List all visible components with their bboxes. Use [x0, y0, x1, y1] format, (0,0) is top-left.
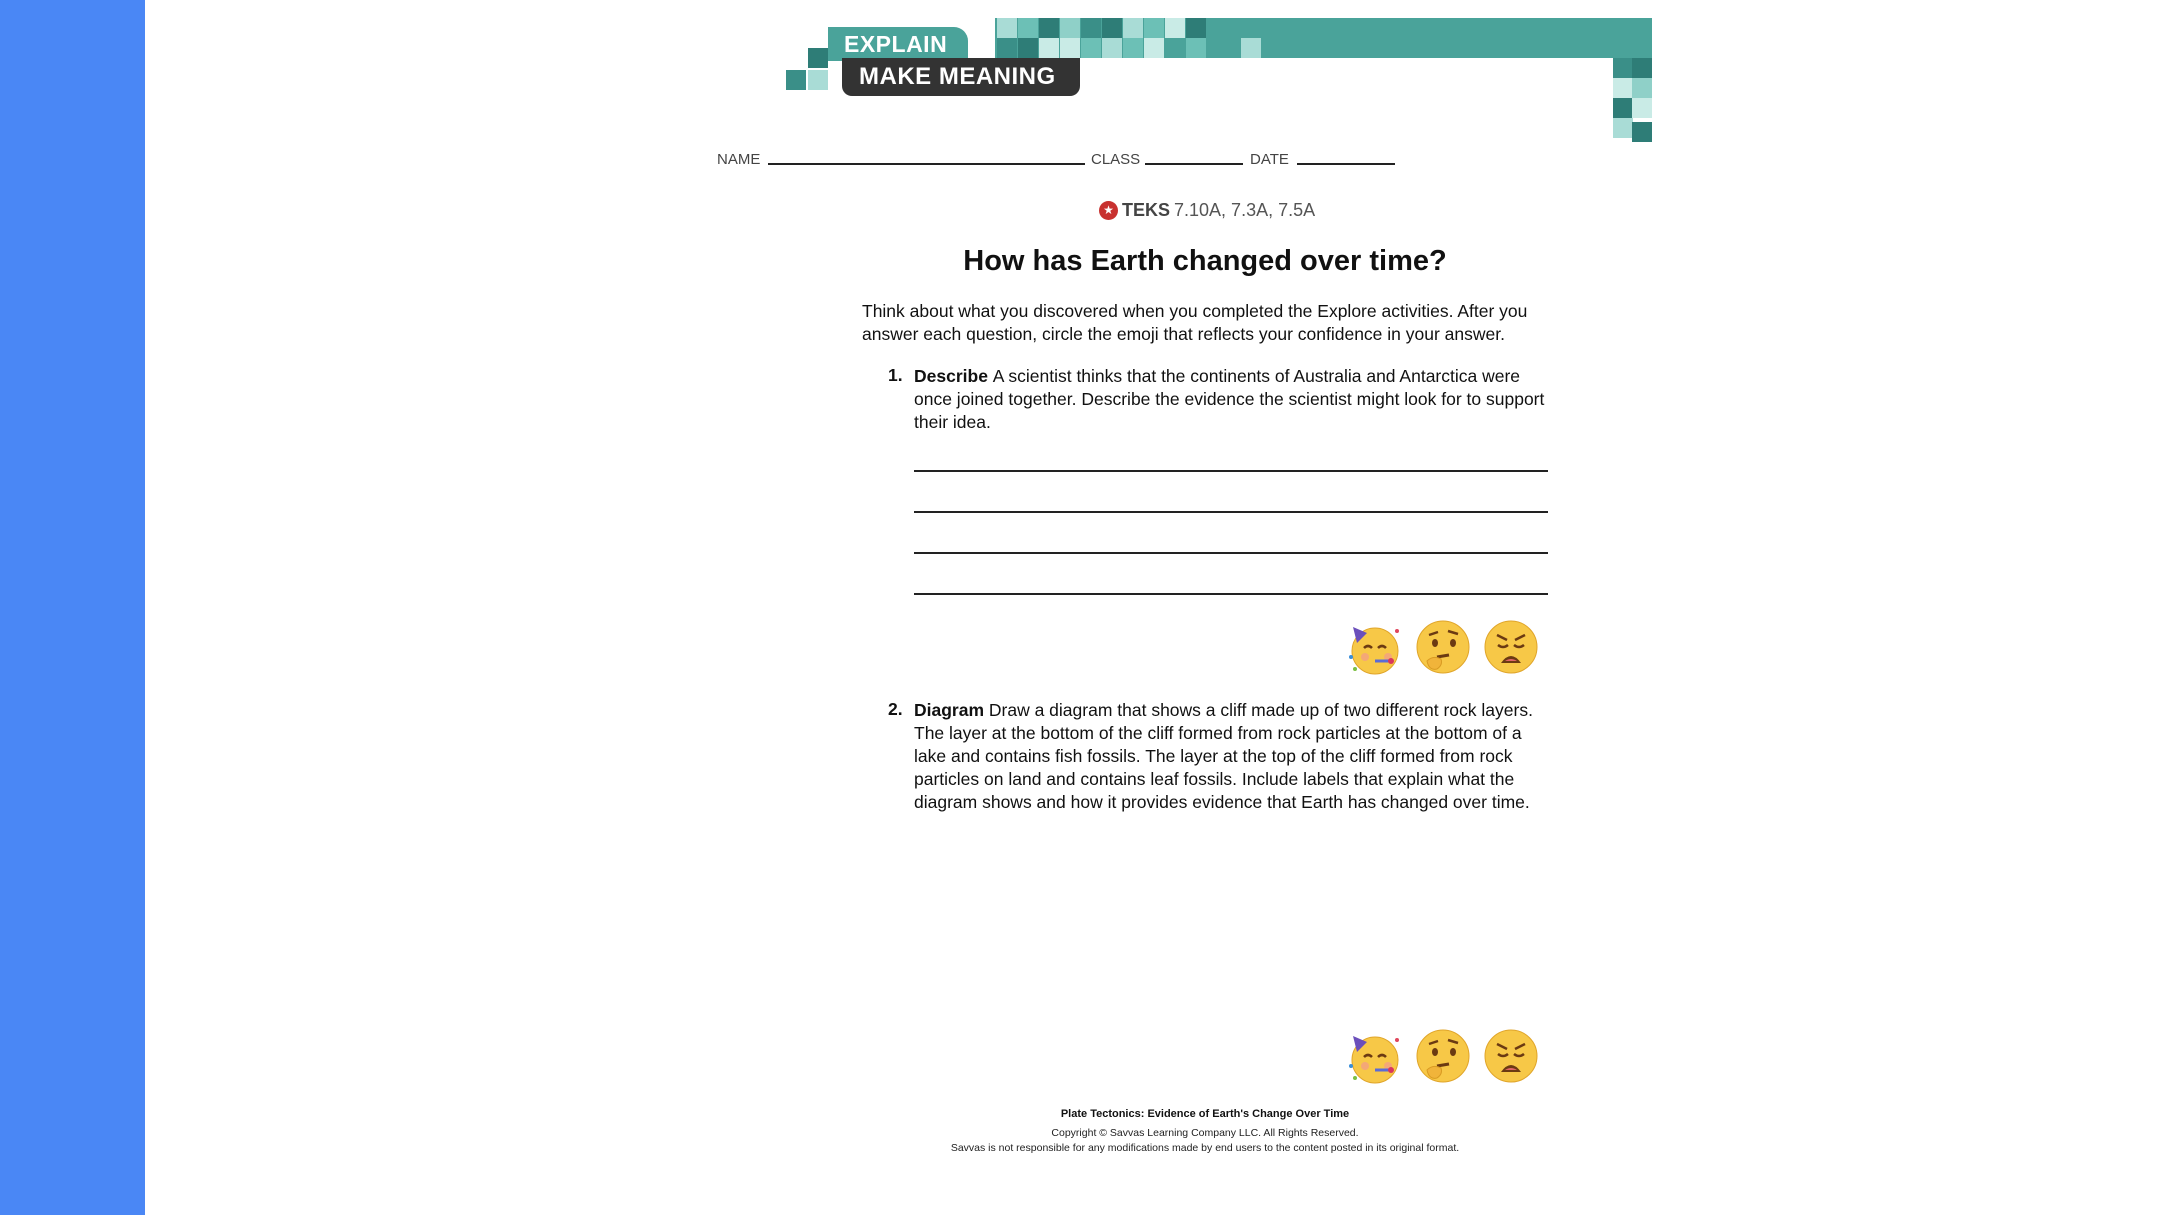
left-sidebar: [0, 0, 145, 1215]
thinking-face-icon[interactable]: [1413, 617, 1473, 677]
question-1-body: A scientist thinks that the continents of Australia and Antarctica were once joined together. Describe the evidence the scientist might look for to support their idea.: [914, 366, 1545, 432]
header-banner-cutout: [1095, 58, 1613, 98]
class-label: CLASS: [1091, 151, 1141, 168]
question-2-body: Draw a diagram that shows a cliff made up of two different rock layers. The layer at the bottom of the cliff formed from rock particles at the bottom of a lake and contains fish fossils. The layer at the top of the cliff formed from rock particles on land and contains leaf fossils. Include labels that explain what the diagram shows and how it provides evidence that Earth has changed over time.: [914, 700, 1533, 812]
thinking-face-icon[interactable]: [1413, 1026, 1473, 1086]
answer-line-1[interactable]: [914, 470, 1548, 472]
date-field[interactable]: [1297, 163, 1395, 165]
worksheet-page: [145, 0, 2160, 1215]
footer-title: Plate Tectonics: Evidence of Earth's Change Over Time: [1060, 1108, 1350, 1120]
answer-line-3[interactable]: [914, 552, 1548, 554]
name-field[interactable]: [768, 163, 1085, 165]
teks-codes: 7.10A, 7.3A, 7.5A: [1174, 200, 1316, 220]
make-meaning-tag: MAKE MEANING: [842, 58, 1080, 96]
question-2-text: [914, 699, 1554, 814]
party-face-icon[interactable]: [1345, 617, 1405, 677]
name-label: NAME: [717, 151, 761, 168]
question-1-keyword: Describe: [914, 366, 993, 386]
question-2-number: 2.: [888, 699, 903, 719]
intro-text: Think about what you discovered when you completed the Explore activities. After you answer each question, circle the emoji that reflects your confidence in your answer.: [862, 301, 1528, 344]
diagram-drawing-area[interactable]: [914, 820, 1548, 1020]
question-1-number: 1.: [888, 365, 903, 385]
answer-line-4[interactable]: [914, 593, 1548, 595]
question-2-keyword: Diagram: [914, 700, 989, 720]
footer-disclaimer: Savvas is not responsible for any modifications made by end users to the content posted in its original format.: [950, 1142, 1460, 1154]
footer-copyright: Copyright © Savvas Learning Company LLC. All Rights Reserved.: [1051, 1127, 1359, 1139]
class-field[interactable]: [1145, 163, 1243, 165]
teks-standards: [1099, 200, 1315, 221]
page-title: How has Earth changed over time?: [963, 245, 1447, 277]
weary-face-icon[interactable]: [1481, 1026, 1541, 1086]
date-label: DATE: [1250, 151, 1289, 168]
texas-star-icon: ★: [1099, 201, 1118, 220]
question-1-text: [914, 365, 1554, 434]
explain-tag: EXPLAIN: [828, 27, 968, 61]
party-face-icon[interactable]: [1345, 1026, 1405, 1086]
answer-line-2[interactable]: [914, 511, 1548, 513]
teks-label: TEKS: [1122, 200, 1171, 220]
weary-face-icon[interactable]: [1481, 617, 1541, 677]
